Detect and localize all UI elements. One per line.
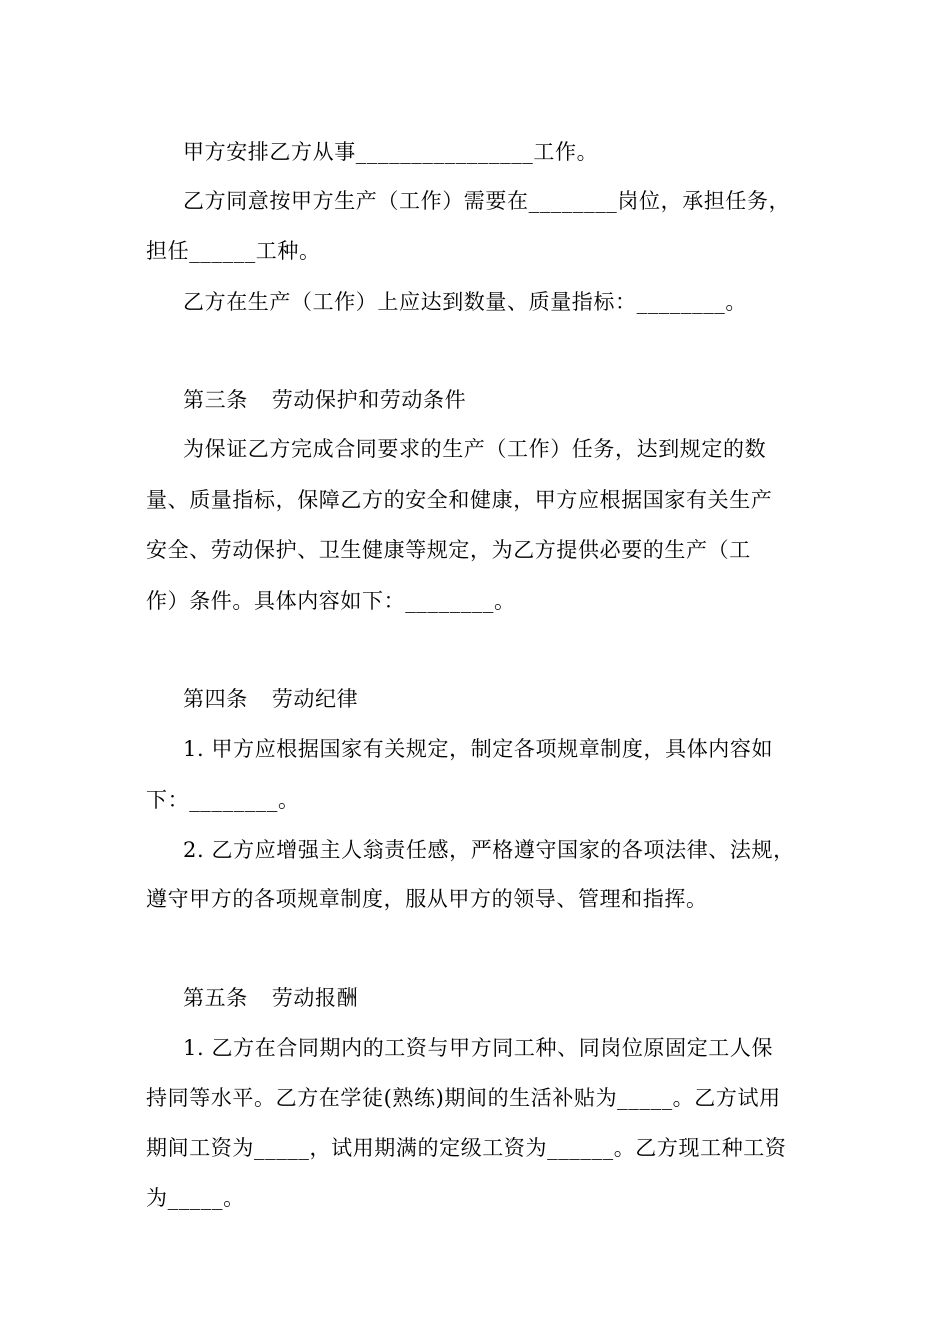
article-3-title: 劳动保护和劳动条件 [271,388,467,412]
article-5-number: 第五条 [183,986,248,1010]
article-4-item-1-line-1: 1. 甲方应根据国家有关规定，制定各项规章制度，具体内容如 [183,737,774,761]
article-3-heading [183,386,466,414]
article-4-item-2-line-1: 2. 乙方应增强主人翁责任感，严格遵守国家的各项法律、法规， [183,838,795,862]
article-3-number: 第三条 [183,388,248,412]
article-4-heading [183,685,358,713]
article-4-item-1-line-2: 下：________。 [146,788,300,812]
article-5-item-1-line-2: 持同等水平。乙方在学徒(熟练)期间的生活补贴为_____。乙方试用 [146,1086,781,1110]
article-5-item-1-line-1: 1. 乙方在合同期内的工资与甲方同工种、同岗位原固定工人保 [183,1036,774,1060]
article-5-item-1-line-4: 为_____。 [146,1186,245,1210]
paragraph-job-assignment: 甲方安排乙方从事________________工作。 [183,140,599,164]
article-5-title: 劳动报酬 [271,986,359,1010]
article-4-title: 劳动纪律 [271,687,359,711]
paragraph-quota: 乙方在生产（工作）上应达到数量、质量指标：________。 [183,290,747,314]
article-3-line-3: 安全、劳动保护、卫生健康等规定，为乙方提供必要的生产（工 [146,538,751,562]
article-5-heading [183,984,358,1012]
paragraph-position-line-1: 乙方同意按甲方生产（工作）需要在________岗位，承担任务， [183,189,791,213]
paragraph-position-line-2: 担任______工种。 [146,239,321,263]
article-3-line-2: 量、质量指标，保障乙方的安全和健康，甲方应根据国家有关生产 [146,488,773,512]
article-5-item-1-line-3: 期间工资为_____，试用期满的定级工资为______。乙方现工种工资 [146,1136,787,1160]
article-3-line-4: 作）条件。具体内容如下：________。 [146,589,516,613]
article-4-item-2-line-2: 遵守甲方的各项规章制度，服从甲方的领导、管理和指挥。 [146,887,708,911]
article-3-line-1: 为保证乙方完成合同要求的生产（工作）任务，达到规定的数 [183,437,767,461]
article-4-number: 第四条 [183,687,248,711]
